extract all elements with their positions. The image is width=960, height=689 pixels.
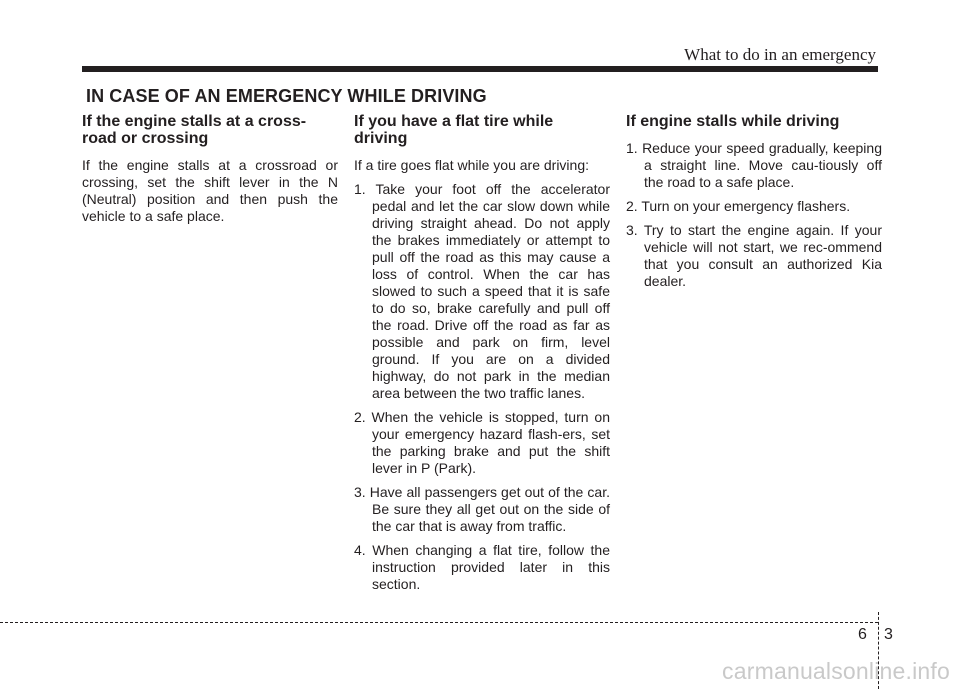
engine-stall-steps <box>626 140 882 290</box>
column-heading: If the engine stalls at a cross-road or crossing <box>82 113 307 147</box>
list-item: 1. Take your foot off the accelerator pedal and let the car slow down while driving straight ahead. Do not apply the brakes immediately or attempt to pull off the road as this may cause a loss of control. When the car has slowed to such a speed that it is safe to do so, brake carefully and pull off the road. Drive off the road as far as possible and park on firm, level ground. If you are on a divided highway, do not park in the median area between the two traffic lanes. <box>354 181 610 401</box>
page-number: 3 <box>884 626 893 643</box>
footer-rule <box>0 622 878 623</box>
chapter-number: 6 <box>858 626 867 643</box>
list-item: 2. Turn on your emergency flashers. <box>626 198 851 214</box>
section-title: IN CASE OF AN EMERGENCY WHILE DRIVING <box>86 86 487 106</box>
column-heading: If you have a flat tire while driving <box>354 113 554 147</box>
column-flat-tire <box>354 113 610 600</box>
header-rule <box>82 66 878 72</box>
list-item: 1. Reduce your speed gradually, keeping a straight line. Move cau-tiously off the road to a safe place. <box>626 140 882 190</box>
column-heading: If engine stalls while driving <box>626 113 840 130</box>
list-item: 3. Have all passengers get out of the car. Be sure they all get out on the side of the car that is away from traffic. <box>354 484 610 534</box>
chapter-title: What to do in an emergency <box>684 45 876 64</box>
column-engine-stalls-driving <box>626 113 882 297</box>
list-item: 4. When changing a flat tire, follow the instruction provided later in this section. <box>354 542 610 592</box>
flat-tire-steps <box>354 181 610 593</box>
list-item: 3. Try to start the engine again. If your vehicle will not start, we rec-ommend that you consult an authorized Kia dealer. <box>626 222 882 289</box>
list-item: 2. When the vehicle is stopped, turn on your emergency hazard flash-ers, set the parking brake and put the shift lever in P (Park). <box>354 409 610 476</box>
column-intro: If a tire goes flat while you are driving: <box>354 157 590 173</box>
watermark: carmanualsonline.info <box>722 658 950 684</box>
column-body: If the engine stalls at a crossroad or crossing, set the shift lever in the N (Neutral) position and then push the vehicle to a safe place. <box>82 157 338 224</box>
column-engine-stalls-crossing <box>82 113 338 225</box>
